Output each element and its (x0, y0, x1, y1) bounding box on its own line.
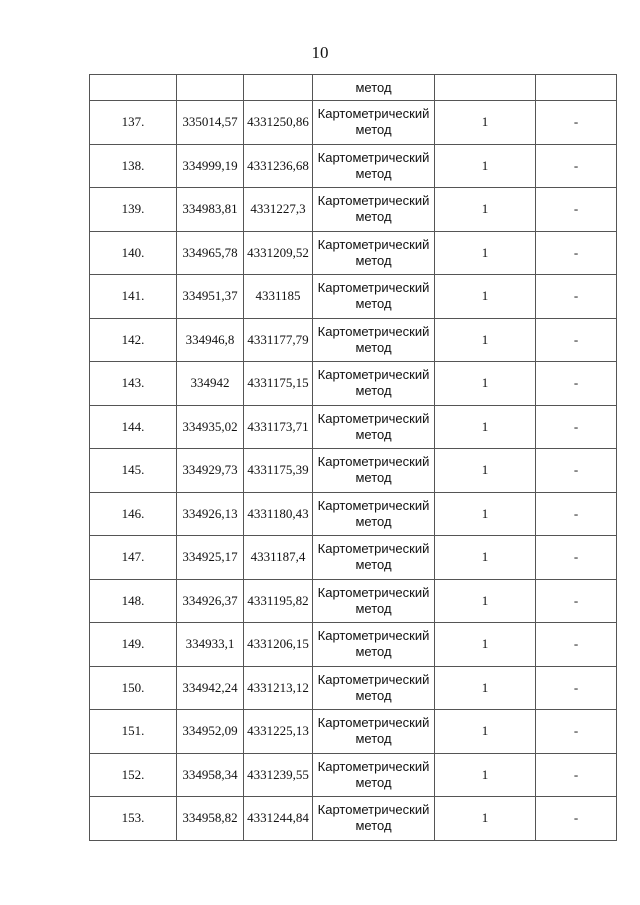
cell-accuracy: 1 (435, 449, 536, 493)
cell-x: 334958,34 (177, 753, 244, 797)
cell-dash: - (536, 231, 617, 275)
method-text: Картометрический метод (317, 236, 430, 268)
table-row (90, 275, 617, 319)
table-row (90, 362, 617, 406)
cell-dash: - (536, 318, 617, 362)
method-text: Картометрический метод (317, 497, 430, 529)
method-text: Картометрический метод (317, 802, 430, 834)
cell-method (313, 666, 435, 710)
cell-num: 144. (90, 405, 177, 449)
cell-num: 149. (90, 623, 177, 667)
table-row (90, 753, 617, 797)
method-text: Картометрический метод (317, 106, 430, 138)
cell-x: 334926,13 (177, 492, 244, 536)
table-row (90, 666, 617, 710)
cell-dash: - (536, 492, 617, 536)
cell-accuracy: 1 (435, 405, 536, 449)
cell-method (313, 797, 435, 841)
table-row (90, 188, 617, 232)
cell-accuracy: 1 (435, 710, 536, 754)
cell-y: 4331177,79 (244, 318, 313, 362)
cell-accuracy: 1 (435, 231, 536, 275)
cell-x: 334926,37 (177, 579, 244, 623)
cell-dash: - (536, 536, 617, 580)
table-row (90, 231, 617, 275)
cell-x: 335014,57 (177, 101, 244, 145)
cell-method (313, 405, 435, 449)
table-row (90, 449, 617, 493)
cell-num: 142. (90, 318, 177, 362)
cell-x: 334958,82 (177, 797, 244, 841)
cell-y: 4331185 (244, 275, 313, 319)
table-row (90, 318, 617, 362)
table-row (90, 623, 617, 667)
table-row (90, 536, 617, 580)
cell-x: 334952,09 (177, 710, 244, 754)
cell-accuracy: 1 (435, 623, 536, 667)
cell-accuracy: 1 (435, 188, 536, 232)
cell-num: 153. (90, 797, 177, 841)
cell-method (313, 492, 435, 536)
cell-method (313, 579, 435, 623)
table-row (90, 101, 617, 145)
cell-y (244, 75, 313, 101)
cell-num: 141. (90, 275, 177, 319)
cell-dash (536, 75, 617, 101)
cell-y: 4331227,3 (244, 188, 313, 232)
cell-dash: - (536, 144, 617, 188)
cell-accuracy: 1 (435, 536, 536, 580)
cell-method (313, 449, 435, 493)
cell-y: 4331209,52 (244, 231, 313, 275)
table-row (90, 144, 617, 188)
coordinates-table (89, 74, 617, 841)
method-text: Картометрический метод (317, 149, 430, 181)
cell-num: 145. (90, 449, 177, 493)
method-text: Картометрический метод (317, 410, 430, 442)
cell-method (313, 753, 435, 797)
method-text: Картометрический метод (317, 323, 430, 355)
cell-x: 334983,81 (177, 188, 244, 232)
method-text: Картометрический метод (317, 584, 430, 616)
method-text: Картометрический метод (317, 628, 430, 660)
method-text: Картометрический метод (317, 193, 430, 225)
cell-dash: - (536, 623, 617, 667)
cell-x: 334946,8 (177, 318, 244, 362)
cell-method (313, 536, 435, 580)
cell-dash: - (536, 405, 617, 449)
cell-accuracy: 1 (435, 666, 536, 710)
cell-num: 147. (90, 536, 177, 580)
method-text: Картометрический метод (317, 715, 430, 747)
method-text: Картометрический метод (317, 367, 430, 399)
cell-accuracy: 1 (435, 492, 536, 536)
cell-dash: - (536, 753, 617, 797)
cell-y: 4331244,84 (244, 797, 313, 841)
cell-x: 334942,24 (177, 666, 244, 710)
cell-method (313, 362, 435, 406)
cell-num: 138. (90, 144, 177, 188)
method-text: Картометрический метод (317, 758, 430, 790)
cell-y: 4331180,43 (244, 492, 313, 536)
cell-dash: - (536, 797, 617, 841)
cell-accuracy: 1 (435, 753, 536, 797)
method-text: Картометрический метод (317, 541, 430, 573)
cell-num: 140. (90, 231, 177, 275)
table-row (90, 492, 617, 536)
cell-x: 334933,1 (177, 623, 244, 667)
cell-method (313, 231, 435, 275)
cell-y: 4331175,15 (244, 362, 313, 406)
cell-dash: - (536, 362, 617, 406)
cell-num: 137. (90, 101, 177, 145)
cell-num: 139. (90, 188, 177, 232)
cell-accuracy: 1 (435, 362, 536, 406)
cell-num: 148. (90, 579, 177, 623)
cell-accuracy: 1 (435, 101, 536, 145)
table-body (90, 75, 617, 841)
cell-method (313, 275, 435, 319)
cell-num: 150. (90, 666, 177, 710)
cell-dash: - (536, 275, 617, 319)
cell-y: 4331173,71 (244, 405, 313, 449)
method-text: Картометрический метод (317, 280, 430, 312)
cell-method (313, 318, 435, 362)
table-row (90, 579, 617, 623)
cell-method (313, 623, 435, 667)
cell-accuracy: 1 (435, 318, 536, 362)
method-text: Картометрический метод (317, 454, 430, 486)
cell-y: 4331206,15 (244, 623, 313, 667)
cell-num: 146. (90, 492, 177, 536)
continuation-row (90, 75, 617, 101)
cell-accuracy (435, 75, 536, 101)
cell-x: 334999,19 (177, 144, 244, 188)
cell-x: 334925,17 (177, 536, 244, 580)
cell-x: 334942 (177, 362, 244, 406)
table-row (90, 710, 617, 754)
cell-num: 151. (90, 710, 177, 754)
cell-y: 4331187,4 (244, 536, 313, 580)
cell-dash: - (536, 710, 617, 754)
cell-method (313, 101, 435, 145)
cell-method (313, 710, 435, 754)
cell-num (90, 75, 177, 101)
table-row (90, 797, 617, 841)
cell-method: метод (313, 75, 435, 101)
cell-dash: - (536, 579, 617, 623)
cell-accuracy: 1 (435, 144, 536, 188)
cell-num: 152. (90, 753, 177, 797)
cell-y: 4331236,68 (244, 144, 313, 188)
cell-x (177, 75, 244, 101)
cell-accuracy: 1 (435, 579, 536, 623)
cell-x: 334965,78 (177, 231, 244, 275)
cell-accuracy: 1 (435, 797, 536, 841)
cell-y: 4331225,13 (244, 710, 313, 754)
cell-dash: - (536, 188, 617, 232)
table-row (90, 405, 617, 449)
cell-num: 143. (90, 362, 177, 406)
cell-accuracy: 1 (435, 275, 536, 319)
cell-method (313, 144, 435, 188)
cell-dash: - (536, 666, 617, 710)
cell-x: 334951,37 (177, 275, 244, 319)
cell-y: 4331213,12 (244, 666, 313, 710)
cell-dash: - (536, 101, 617, 145)
cell-x: 334929,73 (177, 449, 244, 493)
cell-y: 4331239,55 (244, 753, 313, 797)
cell-y: 4331195,82 (244, 579, 313, 623)
cell-dash: - (536, 449, 617, 493)
cell-x: 334935,02 (177, 405, 244, 449)
cell-y: 4331175,39 (244, 449, 313, 493)
method-text: Картометрический метод (317, 671, 430, 703)
cell-y: 4331250,86 (244, 101, 313, 145)
page-number: 10 (311, 43, 329, 62)
cell-method (313, 188, 435, 232)
